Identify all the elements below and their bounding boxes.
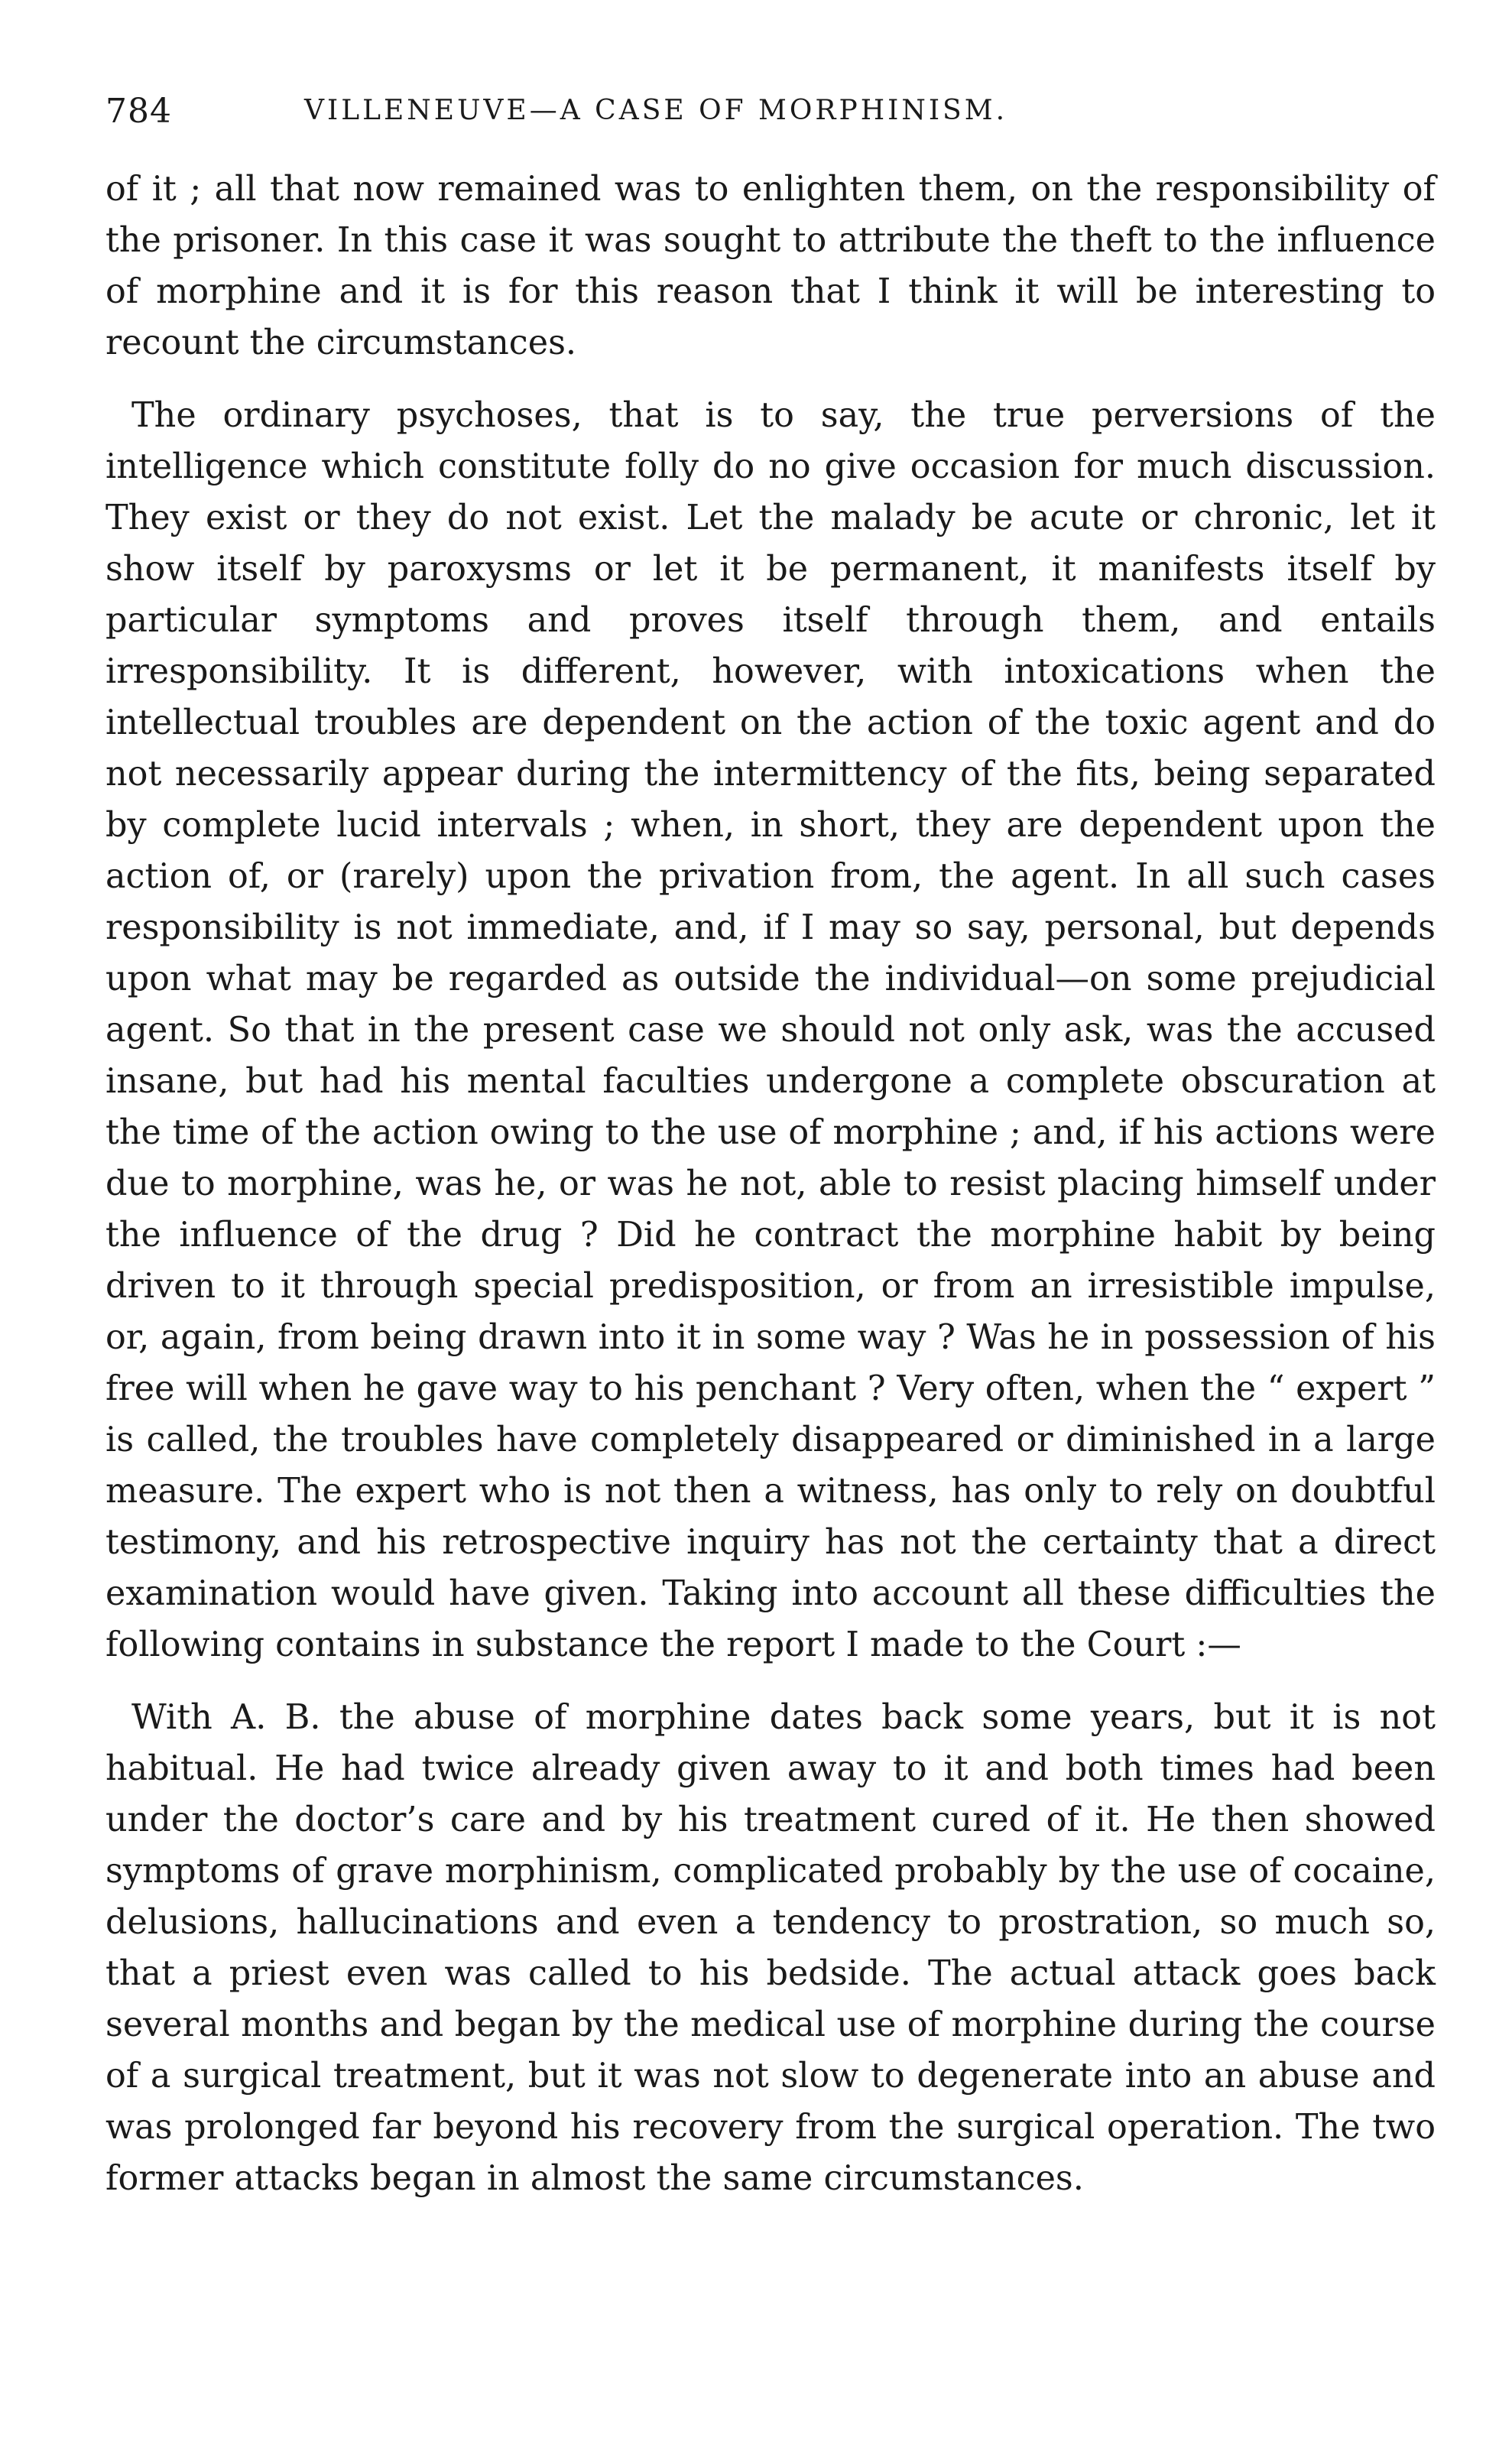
running-title: VILLENEUVE—A CASE OF MORPHINISM. [304,95,1008,126]
page-header [105,92,1436,138]
paragraph-psychoses: The ordinary psychoses, that is to say, the true perversions of the intelligence which constitute folly do no give occasion for much discussion. They exist or they do not exist. Let the malady be acute or chronic, let it show itself by paroxysms or let it be permanent, it manifests itself by particular symptoms and proves itself through them, and entails irresponsibility. It is different, however, with intoxications when the intellectual troubles are dependent on the action of the toxic agent and do not necessarily appear during the intermittency of the fits, being separated by complete lucid intervals ; when, in short, they are dependent upon the action of, or (rarely) upon the privation from, the agent. In all such cases responsibility is not immediate, and, if I may so say, personal, but depends upon what may be regarded as outside the individual—on some prejudicial agent. So that in the present case we should not only ask, was the accused insane, but had his mental faculties undergone a complete obscuration at the time of the action owing to the use of morphine ; and, if his actions were due to morphine, was he, or was he not, able to resist placing himself under the influence of the drug ? Did he contract the morphine habit by being driven to it through special predisposition, or from an irresistible impulse, or, again, from being drawn into it in some way ? Was he in possession of his free will when he gave way to his penchant ? Very often, when the “ expert ” is called, the troubles have completely disappeared or diminished in a large measure. The expert who is not then a witness, has only to rely on doubtful testimony, and his retrospective inquiry has not the certainty that a direct examination would have given. Taking into account all these difficulties the following contains in substance the report I made to the Court :— [105,396,1436,1664]
paragraph-case-history: With A. B. the abuse of morphine dates back some years, but it is not habitual. He had twice already given away to it and both times had been under the doctor’s care and by his treatment cured of it. He then showed symptoms of grave morphinism, complicated probably by the use of cocaine, delusions, hallucinations and even a tendency to prostration, so much so, that a priest even was called to his bedside. The actual attack goes back several months and began by the medical use of morphine during the course of a surgical treatment, but it was not slow to degenerate into an abuse and was prolonged far beyond his recovery from the surgical operation. The two former attacks began in almost the same circumstances. [105,1698,1436,2198]
paragraph-continuation: of it ; all that now remained was to enlighten them, on the responsibility of the prisoner. In this case it was sought to attribute the theft to the influence of morphine and it is for this reason that I think it will be interesting to recount the circumstances. [105,170,1436,362]
page-number: 784 [105,92,172,131]
document-page [105,92,1436,2226]
body-text [105,164,1436,2204]
